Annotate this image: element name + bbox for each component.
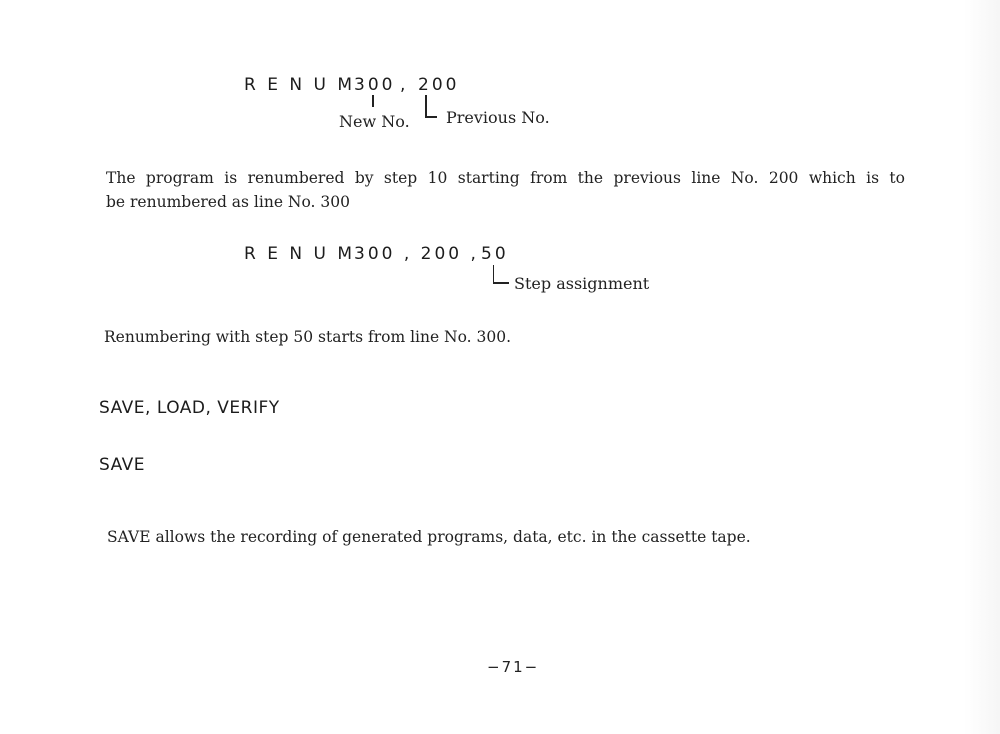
page-number: −71−: [487, 658, 540, 676]
step-pointer-horizontal: [493, 282, 509, 284]
renum-step-value: 50: [481, 244, 509, 264]
previous-no-pointer-horizontal: [425, 116, 437, 118]
page-edge-shadow: [964, 0, 1000, 734]
step-assignment-label: Step assignment: [514, 274, 650, 293]
renum-keyword-2: R E N U M: [244, 244, 355, 264]
section-heading: SAVE, LOAD, VERIFY: [99, 398, 280, 418]
renum-separator-1: ,: [400, 75, 409, 95]
renum-previous-no: 200: [418, 75, 460, 95]
step-pointer-vertical: [493, 265, 494, 283]
previous-no-pointer-vertical: [425, 95, 427, 117]
renum-args-2: 300 , 200 ,: [354, 244, 488, 264]
previous-no-label: Previous No.: [446, 108, 550, 127]
paragraph-3: SAVE allows the recording of generated programs, data, etc. in the cassette tape.: [107, 528, 751, 546]
new-no-label: New No.: [339, 112, 410, 131]
paragraph-2: Renumbering with step 50 starts from line No. 300.: [104, 328, 512, 346]
paragraph-1-line-2: be renumbered as line No. 300: [106, 193, 350, 211]
renum-keyword-1: R E N U M: [244, 75, 355, 95]
new-no-pointer-line: [372, 95, 374, 107]
renum-new-no: 300: [354, 75, 396, 95]
subsection-heading: SAVE: [99, 455, 146, 475]
paragraph-1-line-1: The program is renumbered by step 10 starting from the previous line No. 200 which is to: [106, 169, 905, 187]
